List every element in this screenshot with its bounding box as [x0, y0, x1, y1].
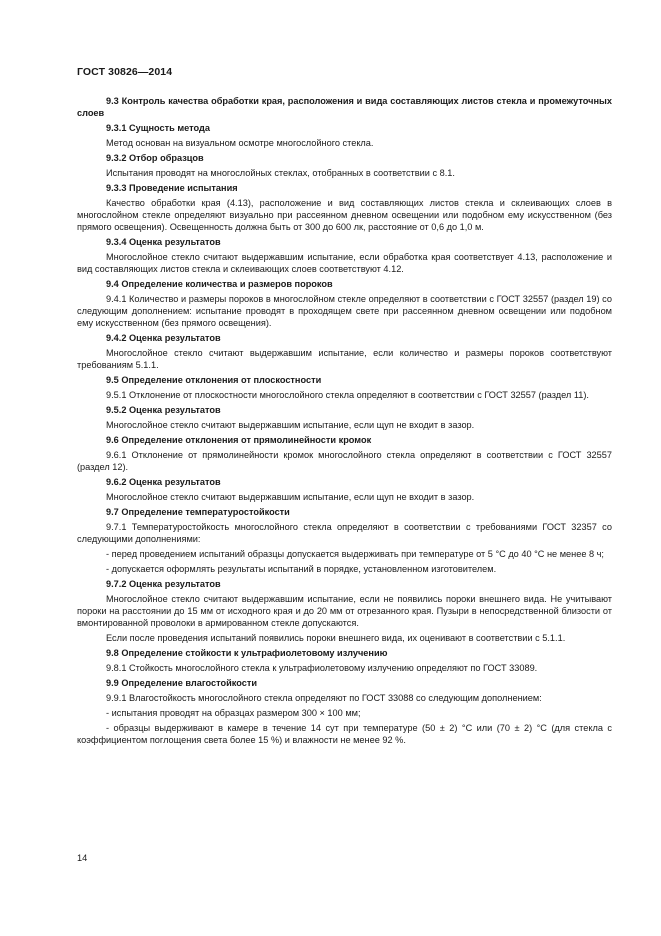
body-paragraph: Если после проведения испытаний появились пороки внешнего вида, их оценивают в соответствии с 5.1.1. — [106, 633, 566, 643]
list-item: - перед проведением испытаний образцы допускается выдерживать при температуре от 5 °С до 40 °С не менее 8 ч; — [106, 549, 604, 559]
document-body — [77, 95, 612, 749]
body-paragraph: 9.7.1 Температуростойкость многослойного стекла определяют в соответствии с требованиями ГОСТ 32357 со следующими дополнениями: — [77, 522, 612, 544]
list-item: - испытания проводят на образцах размером 300 × 100 мм; — [106, 708, 361, 718]
subsection-heading: 9.3.4 Оценка результатов — [106, 237, 221, 247]
body-paragraph: Многослойное стекло считают выдержавшим испытание, если обработка края соответствует 4.13, расположение и вид составляющих листов стекла и склеивающих слоев соответствуют 4.12. — [77, 252, 612, 274]
section-heading-9-9: 9.9 Определение влагостойкости — [106, 678, 258, 688]
body-paragraph: Испытания проводят на многослойных стеклах, отобранных в соответствии с 8.1. — [106, 168, 455, 178]
body-paragraph: Качество обработки края (4.13), расположение и вид составляющих листов стекла и склеивающих слоев в многослойном стекле определяют визуально при рассеянном дневном освещении или подобном ему искусственном (без прямого освещения). Освещенность должна быть от 300 до 600 лк, расстояние от 0,6 до 1,0 м. — [77, 198, 612, 232]
subsection-heading: 9.3.3 Проведение испытания — [106, 183, 238, 193]
subsection-heading: 9.5.2 Оценка результатов — [106, 405, 221, 415]
subsection-heading: 9.3.1 Сущность метода — [106, 123, 210, 133]
list-item: - допускается оформлять результаты испытаний в порядке, установленном изготовителем. — [106, 564, 497, 574]
subsection-heading: 9.6.2 Оценка результатов — [106, 477, 221, 487]
section-heading-9-5: 9.5 Определение отклонения от плоскостности — [106, 375, 322, 385]
subsection-heading: 9.7.2 Оценка результатов — [106, 579, 221, 589]
section-heading-9-4: 9.4 Определение количества и размеров пороков — [106, 279, 333, 289]
body-paragraph: 9.5.1 Отклонение от плоскостности многослойного стекла определяют в соответствии с ГОСТ 32557 (раздел 11). — [106, 390, 589, 400]
subsection-heading: 9.3.2 Отбор образцов — [106, 153, 204, 163]
body-paragraph: 9.4.1 Количество и размеры пороков в многослойном стекле определяют в соответствии с ГОСТ 32557 (раздел 19) со следующим дополнением: испытание проводят в проходящем свете при рассеянном дневном освещении или подобном ему искусственном (без прямого освещения). — [77, 294, 612, 328]
body-paragraph: Многослойное стекло считают выдержавшим испытание, если щуп не входит в зазор. — [106, 420, 475, 430]
page-number: 14 — [77, 853, 88, 863]
section-heading-9-6: 9.6 Определение отклонения от прямолинейности кромок — [106, 435, 372, 445]
document-header: ГОСТ 30826—2014 — [77, 66, 173, 78]
body-paragraph: Многослойное стекло считают выдержавшим испытание, если не появились пороки внешнего вида. Не учитывают пороки на расстоянии до 15 мм от исходного края и до 20 мм от отрезанного края. Пузыри в непосредственной близости от вмонтированной проволоки в армированном стекле допускаются. — [77, 594, 612, 628]
body-paragraph: 9.6.1 Отклонение от прямолинейности кромок многослойного стекла определяют в соответствии с ГОСТ 32557 (раздел 12). — [77, 450, 612, 472]
body-paragraph: 9.9.1 Влагостойкость многослойного стекла определяют по ГОСТ 33088 со следующим дополнением: — [106, 693, 542, 703]
body-paragraph: Метод основан на визуальном осмотре многослойного стекла. — [106, 138, 374, 148]
section-heading-9-3: 9.3 Контроль качества обработки края, расположения и вида составляющих листов стекла и промежуточных слоев — [77, 96, 612, 118]
section-heading-9-7: 9.7 Определение температуростойкости — [106, 507, 290, 517]
list-item: - образцы выдерживают в камере в течение 14 сут при температуре (50 ± 2) °С или (70 ± 2) °С (для стекла с коэффициентом поглощения света более 15 %) и влажности не менее 92 %. — [77, 723, 612, 745]
section-heading-9-8: 9.8 Определение стойкости к ультрафиолетовому излучению — [106, 648, 388, 658]
subsection-heading: 9.4.2 Оценка результатов — [106, 333, 221, 343]
body-paragraph: 9.8.1 Стойкость многослойного стекла к ультрафиолетовому излучению определяют по ГОСТ 33089. — [106, 663, 538, 673]
body-paragraph: Многослойное стекло считают выдержавшим испытание, если количество и размеры пороков соответствуют требованиям 5.1.1. — [77, 348, 612, 370]
body-paragraph: Многослойное стекло считают выдержавшим испытание, если щуп не входит в зазор. — [106, 492, 475, 502]
